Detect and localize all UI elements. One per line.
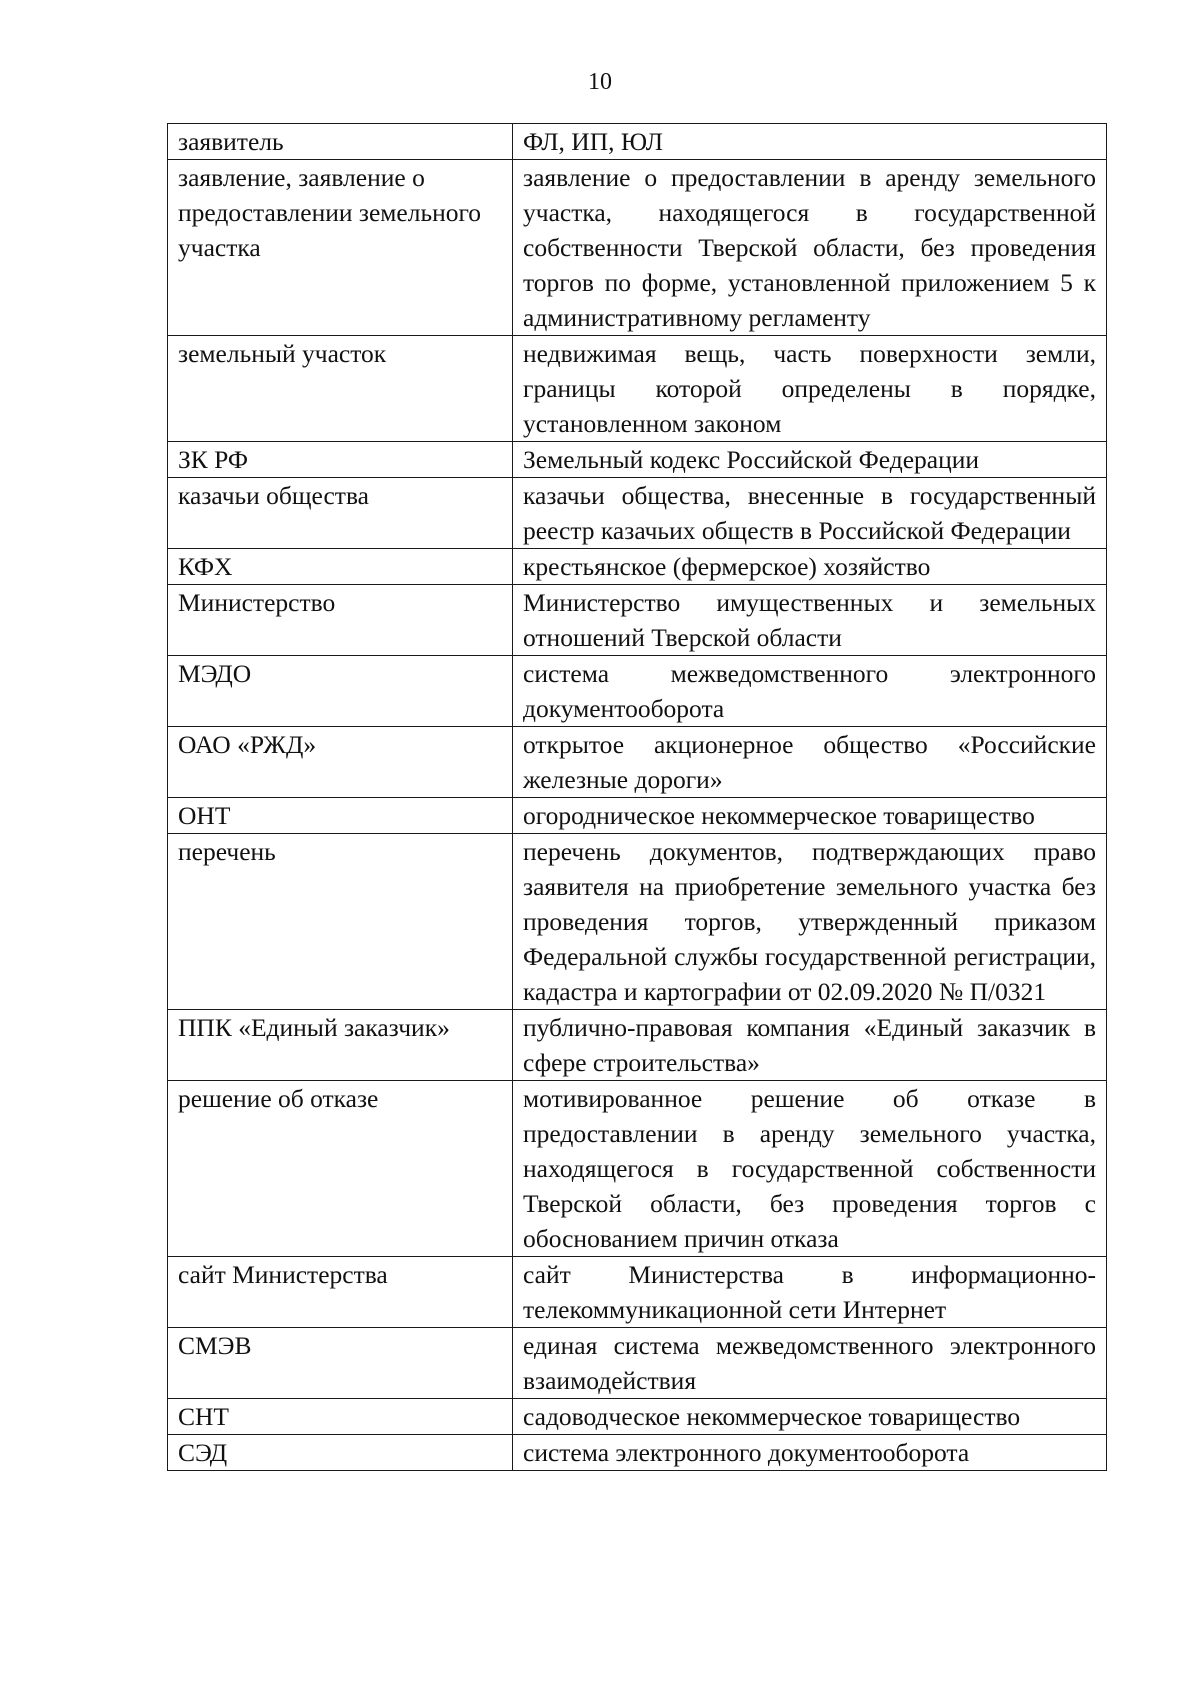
abbreviations-table — [167, 123, 1107, 1471]
definition-cell: огородническое некоммерческое товарищество — [513, 798, 1107, 834]
table-row — [168, 727, 1107, 798]
definition-cell: мотивированное решение об отказе в предоставлении в аренду земельного участка, находящегося в государственной собственности Тверской области, без проведения торгов с обоснованием причин отказа — [513, 1081, 1107, 1257]
table-row — [168, 1257, 1107, 1328]
table-row — [168, 1435, 1107, 1471]
term-cell: земельный участок — [168, 336, 513, 442]
definition-cell: перечень документов, подтверждающих право заявителя на приобретение земельного участка без проведения торгов, утвержденный приказом Федеральной службы государственной регистрации, кадастра и картографии от 02.09.2020 № П/0321 — [513, 834, 1107, 1010]
term-cell: ОНТ — [168, 798, 513, 834]
definition-cell: система электронного документооборота — [513, 1435, 1107, 1471]
term-cell: КФХ — [168, 549, 513, 585]
table-row — [168, 834, 1107, 1010]
table-row — [168, 549, 1107, 585]
definition-cell: публично-правовая компания «Единый заказчик в сфере строительства» — [513, 1010, 1107, 1081]
definition-cell: Земельный кодекс Российской Федерации — [513, 442, 1107, 478]
table-row — [168, 124, 1107, 160]
table-row — [168, 478, 1107, 549]
table-row — [168, 442, 1107, 478]
table-row — [168, 1010, 1107, 1081]
page-number: 10 — [588, 69, 612, 95]
definition-cell: садоводческое некоммерческое товарищество — [513, 1399, 1107, 1435]
definition-cell: сайт Министерства в информационно-телекоммуникационной сети Интернет — [513, 1257, 1107, 1328]
table-row — [168, 656, 1107, 727]
table-row — [168, 1399, 1107, 1435]
table-row — [168, 1328, 1107, 1399]
term-cell: казачьи общества — [168, 478, 513, 549]
table-row — [168, 336, 1107, 442]
definition-cell: система межведомственного электронного документооборота — [513, 656, 1107, 727]
term-cell: ЗК РФ — [168, 442, 513, 478]
term-cell: Министерство — [168, 585, 513, 656]
term-cell: СМЭВ — [168, 1328, 513, 1399]
definition-cell: крестьянское (фермерское) хозяйство — [513, 549, 1107, 585]
term-cell: решение об отказе — [168, 1081, 513, 1257]
definition-cell: Министерство имущественных и земельных отношений Тверской области — [513, 585, 1107, 656]
term-cell: ППК «Единый заказчик» — [168, 1010, 513, 1081]
definition-cell: единая система межведомственного электронного взаимодействия — [513, 1328, 1107, 1399]
table-row — [168, 160, 1107, 336]
definition-cell: заявление о предоставлении в аренду земельного участка, находящегося в государственной собственности Тверской области, без проведения торгов по форме, установленной приложением 5 к административному регламенту — [513, 160, 1107, 336]
term-cell: СНТ — [168, 1399, 513, 1435]
term-cell: ОАО «РЖД» — [168, 727, 513, 798]
definition-cell: недвижимая вещь, часть поверхности земли, границы которой определены в порядке, установленном законом — [513, 336, 1107, 442]
term-cell: СЭД — [168, 1435, 513, 1471]
term-cell: МЭДО — [168, 656, 513, 727]
definition-cell: открытое акционерное общество «Российские железные дороги» — [513, 727, 1107, 798]
definition-cell: ФЛ, ИП, ЮЛ — [513, 124, 1107, 160]
term-cell: заявление, заявление о предоставлении земельного участка — [168, 160, 513, 336]
table-row — [168, 585, 1107, 656]
term-cell: перечень — [168, 834, 513, 1010]
table-row — [168, 1081, 1107, 1257]
definition-cell: казачьи общества, внесенные в государственный реестр казачьих обществ в Российской Федерации — [513, 478, 1107, 549]
term-cell: заявитель — [168, 124, 513, 160]
table-row — [168, 798, 1107, 834]
term-cell: сайт Министерства — [168, 1257, 513, 1328]
